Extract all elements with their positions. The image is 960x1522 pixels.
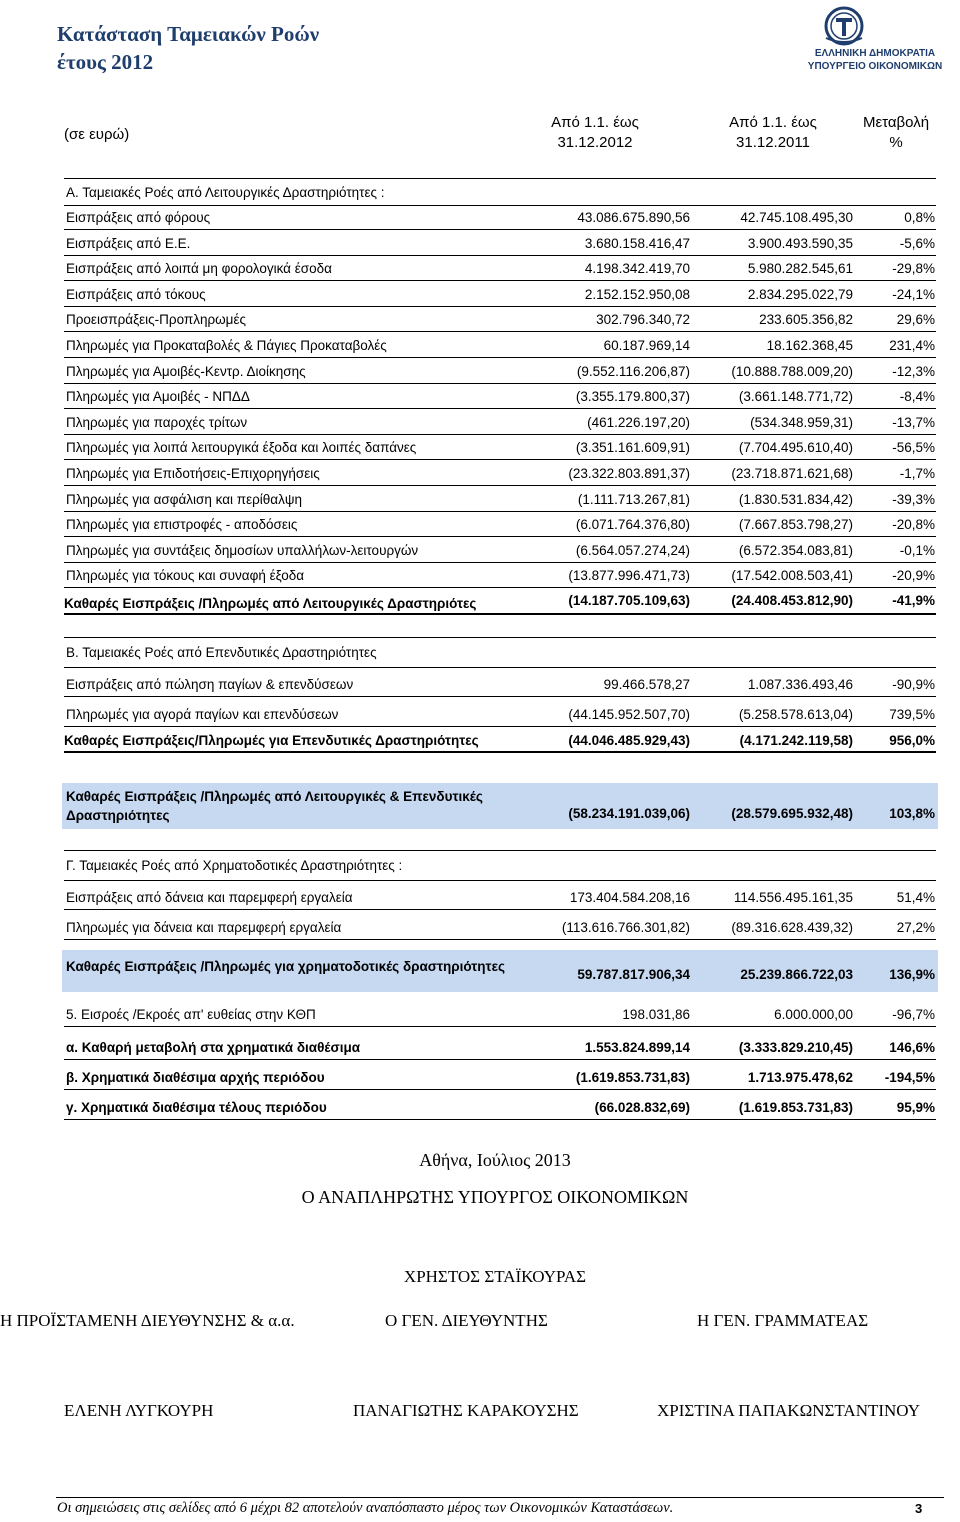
page-number: 3 bbox=[915, 1501, 923, 1516]
section-a-row-label: Εισπράξεις από τόκους bbox=[66, 286, 206, 302]
section-a-row-change-pct: -5,6% bbox=[899, 235, 935, 251]
section-c-row-label: Εισπράξεις από δάνεια και παρεμφερή εργαλεία bbox=[66, 890, 353, 905]
summary-row-change-pct: -194,5% bbox=[884, 1070, 935, 1085]
section-a-total-pct: -41,9% bbox=[892, 593, 935, 608]
col-header-2012-line1: Από 1.1. έως bbox=[551, 114, 639, 131]
section-a-row-change-pct: 0,8% bbox=[904, 210, 935, 225]
summary-row-value-2012: (66.028.832,69) bbox=[594, 1100, 690, 1115]
section-a-row-value-2011: (7.704.495.610,40) bbox=[738, 440, 853, 456]
section-b-row-value-2012: 99.466.578,27 bbox=[603, 677, 690, 692]
section-a-row-label: Πληρωμές για Αμοιβές - ΝΠΔΔ bbox=[66, 389, 250, 405]
col-header-change-line2: % bbox=[889, 134, 903, 151]
section-c-total-2012: 59.787.817.906,34 bbox=[577, 967, 690, 982]
section-c-row-value-2012: (113.616.766.301,82) bbox=[561, 920, 690, 935]
col-header-change-line1: Μεταβολή bbox=[862, 114, 930, 131]
section-a-row-label: Πληρωμές για Προκαταβολές & Πάγιες Προκαταβολές bbox=[66, 338, 387, 353]
section-a-row-label: Εισπράξεις από λοιπά μη φορολογικά έσοδα bbox=[66, 261, 332, 277]
section-a-row-change-pct: 29,6% bbox=[896, 312, 935, 328]
summary-row-label: α. Καθαρή μεταβολή στα χρηματικά διαθέσιμα bbox=[66, 1040, 361, 1055]
section-b-row-change-pct: -90,9% bbox=[892, 677, 935, 692]
combined-total-2011: (28.579.695.932,48) bbox=[731, 806, 853, 821]
section-a-row-value-2011: 233.605.356,82 bbox=[759, 312, 853, 328]
summary-row-value-2011: 6.000.000,00 bbox=[774, 1007, 853, 1022]
summary-row-value-2012: (1.619.853.731,83) bbox=[575, 1070, 690, 1085]
summary-row-change-pct: 146,6% bbox=[889, 1040, 935, 1055]
section-a-row-change-pct: -1,7% bbox=[899, 466, 935, 481]
section-a-total-2011: (24.408.453.812,90) bbox=[731, 593, 853, 608]
combined-total-pct: 103,8% bbox=[889, 806, 935, 821]
section-a-row-value-2012: (13.877.996.471,73) bbox=[568, 568, 690, 584]
section-a-row-label: Πληρωμές για ασφάλιση και περίθαλψη bbox=[66, 491, 302, 507]
greek-republic-emblem bbox=[780, 4, 960, 78]
section-a-row-value-2011: 5.980.282.545,61 bbox=[747, 261, 853, 277]
section-a-row-value-2011: (7.667.853.798,27) bbox=[738, 517, 853, 533]
page-title: Κατάσταση Ταμειακών Ροών bbox=[57, 22, 320, 46]
combined-total-label-1: Καθαρές Εισπράξεις /Πληρωμές από Λειτουργικές & Επενδυτικές bbox=[66, 789, 483, 804]
section-a-row-change-pct: -12,3% bbox=[892, 363, 935, 379]
section-c-heading: Γ. Ταμειακές Ροές από Χρηματοδοτικές Δραστηριότητες : bbox=[66, 858, 403, 873]
section-a-row-value-2012: 60.187.969,14 bbox=[603, 338, 690, 353]
section-c-row-value-2011: (89.316.628.439,32) bbox=[731, 920, 853, 935]
section-a-row-value-2011: (3.661.148.771,72) bbox=[738, 389, 853, 405]
section-b-total-2012: (44.046.485.929,43) bbox=[568, 733, 690, 748]
section-b-row-label: Πληρωμές για αγορά παγίων και επενδύσεων bbox=[66, 707, 339, 722]
section-b-total-pct: 956,0% bbox=[889, 733, 935, 748]
section-a-row-change-pct: -24,1% bbox=[892, 286, 935, 302]
section-a-row-value-2012: (23.322.803.891,37) bbox=[568, 466, 690, 481]
summary-row-label: 5. Εισροές /Εκροές απ' ευθείας στην ΚΘΠ bbox=[66, 1007, 316, 1022]
section-a-row-change-pct: -39,3% bbox=[892, 491, 935, 507]
section-a-row-value-2012: (3.355.179.800,37) bbox=[575, 389, 690, 405]
section-a-row-change-pct: -29,8% bbox=[892, 261, 935, 277]
section-a-row-label: Προεισπράξεις-Προπληρωμές bbox=[66, 312, 246, 328]
section-a-total-2012: (14.187.705.109,63) bbox=[568, 593, 690, 608]
section-a-row-change-pct: -56,5% bbox=[892, 440, 935, 456]
summary-row-value-2011: 1.713.975.478,62 bbox=[747, 1070, 853, 1085]
section-a-row-value-2012: 4.198.342.419,70 bbox=[584, 261, 690, 277]
section-a-row-value-2012: 43.086.675.890,56 bbox=[577, 210, 690, 225]
summary-row-change-pct: -96,7% bbox=[892, 1007, 935, 1022]
col-header-2012-line2: 31.12.2012 bbox=[557, 134, 633, 151]
signatory-title-mid: Ο ΓΕΝ. ΔΙΕΥΘΥΝΤΗΣ bbox=[385, 1311, 548, 1330]
section-a-row-label: Εισπράξεις από Ε.Ε. bbox=[66, 235, 191, 251]
unit-label: (σε ευρώ) bbox=[64, 126, 130, 143]
section-a-row-value-2012: (9.552.116.206,87) bbox=[576, 363, 690, 379]
emblem-line1: ΕΛΛΗΝΙΚΗ ΔΗΜΟΚΡΑΤΙΑ bbox=[814, 48, 936, 59]
section-c-total-label: Καθαρές Εισπράξεις /Πληρωμές για χρηματοδοτικές δραστηριότητες bbox=[66, 959, 505, 974]
section-a-row-label: Πληρωμές για παροχές τρίτων bbox=[66, 414, 248, 430]
summary-row-change-pct: 95,9% bbox=[896, 1100, 935, 1115]
section-a-row-label: Πληρωμές για επιστροφές - αποδόσεις bbox=[66, 517, 298, 533]
combined-total-label-2: Δραστηριότητες bbox=[66, 808, 170, 823]
section-a-row-value-2011: 3.900.493.590,35 bbox=[747, 235, 853, 251]
signatory-name-left: ΕΛΕΝΗ ΛΥΓΚΟΥΡΗ bbox=[64, 1401, 214, 1420]
section-a-row-label: Πληρωμές για συντάξεις δημοσίων υπαλλήλων-λειτουργών bbox=[66, 542, 419, 558]
summary-row-label: γ. Χρηματικά διαθέσιμα τέλους περιόδου bbox=[66, 1100, 327, 1115]
emblem-line2: ΥΠΟΥΡΓΕΙΟ ΟΙΚΟΝΟΜΙΚΩΝ bbox=[807, 61, 943, 72]
summary-row-value-2012: 198.031,86 bbox=[622, 1007, 690, 1022]
section-a-row-change-pct: -13,7% bbox=[892, 414, 935, 430]
section-a-row-value-2012: 2.152.152.950,08 bbox=[584, 286, 690, 302]
section-a-row-value-2012: (461.226.197,20) bbox=[587, 414, 690, 430]
section-a-row-value-2012: 3.680.158.416,47 bbox=[584, 235, 690, 251]
combined-total-2012: (58.234.191.039,06) bbox=[568, 806, 690, 821]
section-b-row-change-pct: 739,5% bbox=[889, 707, 935, 722]
section-a-row-value-2012: (3.351.161.609,91) bbox=[575, 440, 690, 456]
section-b-total-2011: (4.171.242.119,58) bbox=[739, 733, 853, 748]
section-a-row-value-2012: (6.071.764.376,80) bbox=[575, 517, 690, 533]
section-c-total-pct: 136,9% bbox=[889, 967, 935, 982]
col-header-2012 bbox=[535, 113, 655, 153]
section-a-row-value-2012: (1.111.713.267,81) bbox=[577, 491, 690, 507]
section-c-row-value-2011: 114.556.495.161,35 bbox=[733, 890, 853, 905]
summary-row-value-2011: (3.333.829.210,45) bbox=[738, 1040, 853, 1055]
summary-row-value-2012: 1.553.824.899,14 bbox=[584, 1040, 690, 1055]
section-b-total-label: Καθαρές Εισπράξεις/Πληρωμές για Επενδυτικές Δραστηριότητες bbox=[64, 733, 479, 748]
signatory-name-right: ΧΡΙΣΤΙΝΑ ΠΑΠΑΚΩΝΣΤΑΝΤΙΝΟΥ bbox=[657, 1401, 920, 1420]
section-a-row-value-2011: (6.572.354.083,81) bbox=[738, 542, 853, 558]
section-a-row-value-2011: (23.718.871.621,68) bbox=[731, 466, 853, 481]
section-a-row-change-pct: -0,1% bbox=[899, 542, 935, 558]
section-b-row-value-2012: (44.145.952.507,70) bbox=[568, 707, 690, 722]
section-c-row-value-2012: 173.404.584.208,16 bbox=[569, 890, 690, 905]
section-a-row-value-2011: (534.348.959,31) bbox=[750, 414, 853, 430]
col-header-2011-line2: 31.12.2011 bbox=[736, 134, 810, 151]
section-a-row-value-2011: 2.834.295.022,79 bbox=[747, 286, 853, 302]
section-a-row-label: Πληρωμές για Επιδοτήσεις-Επιχορηγήσεις bbox=[66, 466, 320, 481]
section-b-row-label: Εισπράξεις από πώληση παγίων & επενδύσεων bbox=[66, 677, 354, 692]
section-a-row-value-2012: (6.564.057.274,24) bbox=[575, 542, 690, 558]
section-a-row-label: Πληρωμές για τόκους και συναφή έξοδα bbox=[66, 568, 305, 584]
place-date: Αθήνα, Ιούλιος 2013 bbox=[419, 1150, 571, 1170]
section-a-row-change-pct: 231,4% bbox=[889, 338, 935, 353]
col-header-change bbox=[850, 113, 942, 153]
section-a-row-value-2011: (10.888.788.009,20) bbox=[731, 363, 853, 379]
section-a-row-label: Εισπράξεις από φόρους bbox=[66, 210, 211, 225]
section-a-row-change-pct: -20,8% bbox=[892, 517, 935, 533]
section-a-heading: Α. Ταμειακές Ροές από Λειτουργικές Δραστηριότητες : bbox=[66, 185, 385, 200]
section-a-row-value-2011: (1.830.531.834,42) bbox=[738, 491, 853, 507]
footer-note: Οι σημειώσεις στις σελίδες από 6 μέχρι 82 αποτελούν αναπόσπαστο μέρος των Οικονομικών Καταστάσεων. bbox=[57, 1500, 674, 1516]
page-subtitle: έτους 2012 bbox=[57, 50, 154, 74]
col-header-2011-line1: Από 1.1. έως bbox=[729, 114, 817, 131]
section-c-row-change-pct: 51,4% bbox=[896, 890, 935, 905]
section-a-row-value-2011: 42.745.108.495,30 bbox=[740, 210, 853, 225]
section-b-row-value-2011: 1.087.336.493,46 bbox=[747, 677, 853, 692]
section-b-row-value-2011: (5.258.578.613,04) bbox=[738, 707, 853, 722]
minister-name: ΧΡΗΣΤΟΣ ΣΤΑΪΚΟΥΡΑΣ bbox=[403, 1267, 587, 1286]
section-a-row-change-pct: -8,4% bbox=[899, 389, 935, 405]
section-a-row-value-2011: 18.162.368,45 bbox=[766, 338, 853, 353]
signatory-title-left: Η ΠΡΟΪΣΤΑΜΕΝΗ ΔΙΕΥΘΥΝΣΗΣ & α.α. bbox=[0, 1311, 295, 1330]
section-a-row-label: Πληρωμές για Αμοιβές-Κεντρ. Διοίκησης bbox=[66, 363, 306, 379]
section-c-row-change-pct: 27,2% bbox=[896, 920, 935, 935]
section-a-total-label: Καθαρές Εισπράξεις /Πληρωμές από Λειτουργικές Δραστηριότες bbox=[64, 596, 477, 611]
section-b-heading: Β. Ταμειακές Ροές από Επενδυτικές Δραστηριότητες bbox=[66, 645, 377, 660]
section-a-row-change-pct: -20,9% bbox=[892, 568, 935, 584]
signatory-name-mid: ΠΑΝΑΓΙΩΤΗΣ ΚΑΡΑΚΟΥΣΗΣ bbox=[353, 1401, 579, 1420]
section-a-row-label: Πληρωμές για λοιπά λειτουργικά έξοδα και λοιπές δαπάνες bbox=[66, 440, 417, 456]
summary-row-value-2011: (1.619.853.731,83) bbox=[738, 1100, 853, 1115]
section-a-row-value-2011: (17.542.008.503,41) bbox=[731, 568, 853, 584]
section-c-row-label: Πληρωμές για δάνεια και παρεμφερή εργαλεία bbox=[66, 920, 342, 935]
summary-row-label: β. Χρηματικά διαθέσιμα αρχής περιόδου bbox=[66, 1070, 325, 1085]
section-c-total-2011: 25.239.866.722,03 bbox=[740, 967, 853, 982]
col-header-2011 bbox=[713, 113, 833, 153]
section-a-row-value-2012: 302.796.340,72 bbox=[596, 312, 690, 328]
signatory-title-right: Η ΓΕΝ. ΓΡΑΜΜΑΤΕΑΣ bbox=[697, 1311, 869, 1330]
minister-title: Ο ΑΝΑΠΛΗΡΩΤΗΣ ΥΠΟΥΡΓΟΣ ΟΙΚΟΝΟΜΙΚΩΝ bbox=[301, 1187, 689, 1207]
